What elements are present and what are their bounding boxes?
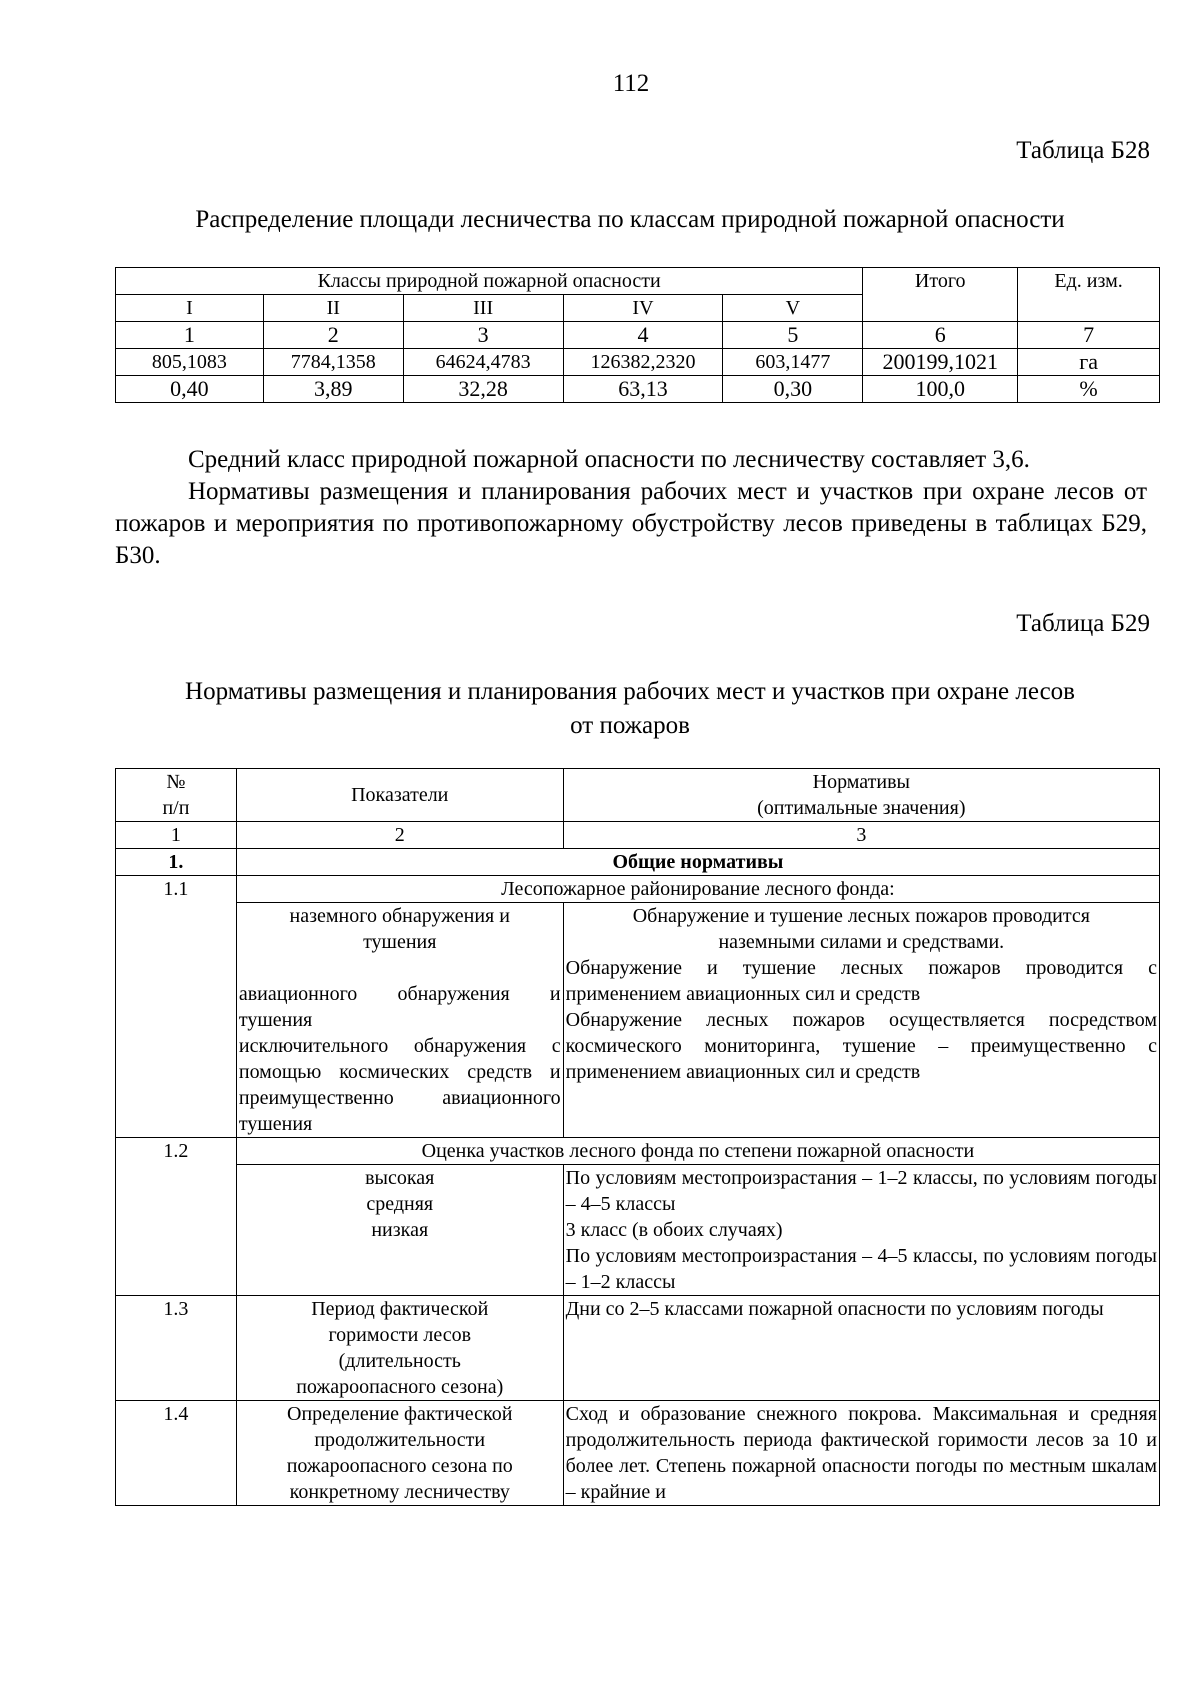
cell-percent: 0,30 — [723, 376, 863, 403]
column-number: 6 — [863, 322, 1018, 349]
paragraph: Средний класс природной пожарной опасности по лесничеству составляет 3,6. — [188, 446, 1030, 473]
cell-area: 603,1477 — [723, 349, 863, 376]
norm-cell — [563, 1165, 1159, 1296]
header-number-line: п/п — [162, 797, 190, 819]
cell-area: 64624,4783 — [403, 349, 563, 376]
row-number: 1.4 — [116, 1401, 237, 1506]
table-row — [116, 376, 1160, 403]
table-b28-label: Таблица Б28 — [1016, 137, 1150, 164]
table-b29-label: Таблица Б29 — [1016, 610, 1150, 637]
header-classes: Классы природной пожарной опасности — [116, 268, 863, 295]
class-header: I — [116, 295, 264, 322]
norm-cell — [563, 903, 1159, 1138]
header-number-line: № — [166, 771, 186, 793]
caption-line: от пожаров — [570, 712, 690, 739]
text-line: (длительность — [338, 1350, 461, 1372]
header-number — [116, 769, 237, 822]
column-number: 2 — [236, 822, 563, 849]
table-b29 — [115, 768, 1160, 1506]
column-number: 5 — [723, 322, 863, 349]
text-line: пожароопасного сезона) — [296, 1376, 504, 1398]
cell-total: 200199,1021 — [863, 349, 1018, 376]
text-line: наземными силами и средствами. — [718, 931, 1005, 953]
table-b28 — [115, 267, 1160, 403]
column-number: 1 — [116, 322, 264, 349]
class-header: II — [263, 295, 403, 322]
class-header: V — [723, 295, 863, 322]
indicator-cell — [236, 1296, 563, 1401]
cell-percent: 3,89 — [263, 376, 403, 403]
indicator-cell — [236, 1165, 563, 1296]
row-title: Оценка участков лесного фонда по степени пожарной опасности — [236, 1138, 1159, 1165]
row-number: 1.3 — [116, 1296, 237, 1401]
cell-total: 100,0 — [863, 376, 1018, 403]
table-b28-caption: Распределение площади лесничества по классам природной пожарной опасности — [195, 206, 1065, 233]
cell-percent: 63,13 — [563, 376, 723, 403]
norm-aviation: Обнаружение и тушение лесных пожаров проводится с применением авиационных сил и средств — [565, 957, 1157, 1005]
column-number: 3 — [563, 822, 1159, 849]
text-line: Определение фактической — [287, 1403, 513, 1425]
indicator-ground — [239, 903, 561, 955]
norm-high: По условиям местопроизрастания – 1–2 классы, по условиям погоды – 4–5 классы — [565, 1167, 1157, 1215]
body-text — [115, 444, 1147, 572]
table-row — [116, 876, 1160, 903]
level-high: высокая — [365, 1167, 435, 1189]
header-norm — [563, 769, 1159, 822]
cell-unit: га — [1018, 349, 1160, 376]
row-number: 1.2 — [116, 1138, 237, 1296]
table-row — [116, 1401, 1160, 1506]
text-line: конкретному лесничеству — [289, 1481, 510, 1503]
row-number: 1.1 — [116, 876, 237, 1138]
norm-ground — [566, 903, 1157, 955]
text-line: горимости лесов — [328, 1324, 472, 1346]
caption-line: Нормативы размещения и планирования рабочих мест и участков при охране лесов — [185, 678, 1075, 705]
section-number: 1. — [116, 849, 237, 876]
header-total: Итого — [863, 268, 1018, 322]
indicator-cell — [236, 1401, 563, 1506]
column-number: 2 — [263, 322, 403, 349]
column-number: 3 — [403, 322, 563, 349]
cell-area: 805,1083 — [116, 349, 264, 376]
cell-area: 126382,2320 — [563, 349, 723, 376]
text-line: Период фактической — [311, 1298, 489, 1320]
norm-space: Обнаружение лесных пожаров осуществляется посредством космического мониторинга, тушение – преимущественно с применением авиационных сил и средств — [565, 1009, 1157, 1083]
row-title: Лесопожарное районирование лесного фонда: — [236, 876, 1159, 903]
text-line: тушения — [363, 931, 437, 953]
level-low: низкая — [371, 1219, 429, 1241]
text-line: продолжительности — [314, 1429, 486, 1451]
indicator-cell — [236, 903, 563, 1138]
norm-cell: Дни со 2–5 классами пожарной опасности по условиям погоды — [563, 1296, 1159, 1401]
class-header: III — [403, 295, 563, 322]
text-line: наземного обнаружения и — [289, 905, 510, 927]
page-number: 112 — [612, 70, 650, 97]
class-header: IV — [563, 295, 723, 322]
cell-percent: 32,28 — [403, 376, 563, 403]
text-line: Обнаружение и тушение лесных пожаров проводится — [632, 905, 1090, 927]
section-title: Общие нормативы — [236, 849, 1159, 876]
indicator-space: исключительного обнаружения с помощью космических средств и преимущественно авиационного тушения — [238, 1035, 561, 1135]
level-medium: средняя — [366, 1193, 434, 1215]
table-row — [116, 903, 1160, 1138]
column-number: 7 — [1018, 322, 1160, 349]
cell-percent: 0,40 — [116, 376, 264, 403]
table-b29-caption — [100, 675, 1160, 743]
indicator-aviation: авиационного обнаружения и тушения — [238, 983, 561, 1031]
header-norm-line: Нормативы — [812, 771, 910, 793]
cell-unit: % — [1018, 376, 1160, 403]
paragraph: Нормативы размещения и планирования рабочих мест и участков при охране лесов от пожаров и мероприятия по противопожарному обустройству лесов приведены в таблицах Б29, Б30. — [115, 478, 1147, 569]
text-line: пожароопасного сезона по — [286, 1455, 513, 1477]
table-row — [116, 1138, 1160, 1165]
norm-medium: 3 класс (в обоих случаях) — [565, 1219, 783, 1241]
header-norm-line: (оптимальные значения) — [757, 797, 966, 819]
table-row — [116, 349, 1160, 376]
table-row — [116, 1165, 1160, 1296]
cell-area: 7784,1358 — [263, 349, 403, 376]
header-indicator: Показатели — [236, 769, 563, 822]
column-number: 4 — [563, 322, 723, 349]
column-number: 1 — [116, 822, 237, 849]
table-row — [116, 1296, 1160, 1401]
norm-cell: Сход и образование снежного покрова. Максимальная и средняя продолжительность периода фактической горимости лесов за 10 и более лет. Степень пожарной опасности погоды по местным шкалам – крайние и — [563, 1401, 1159, 1506]
norm-low: По условиям местопроизрастания – 4–5 классы, по условиям погоды – 1–2 классы — [565, 1245, 1157, 1293]
header-unit: Ед. изм. — [1018, 268, 1160, 322]
